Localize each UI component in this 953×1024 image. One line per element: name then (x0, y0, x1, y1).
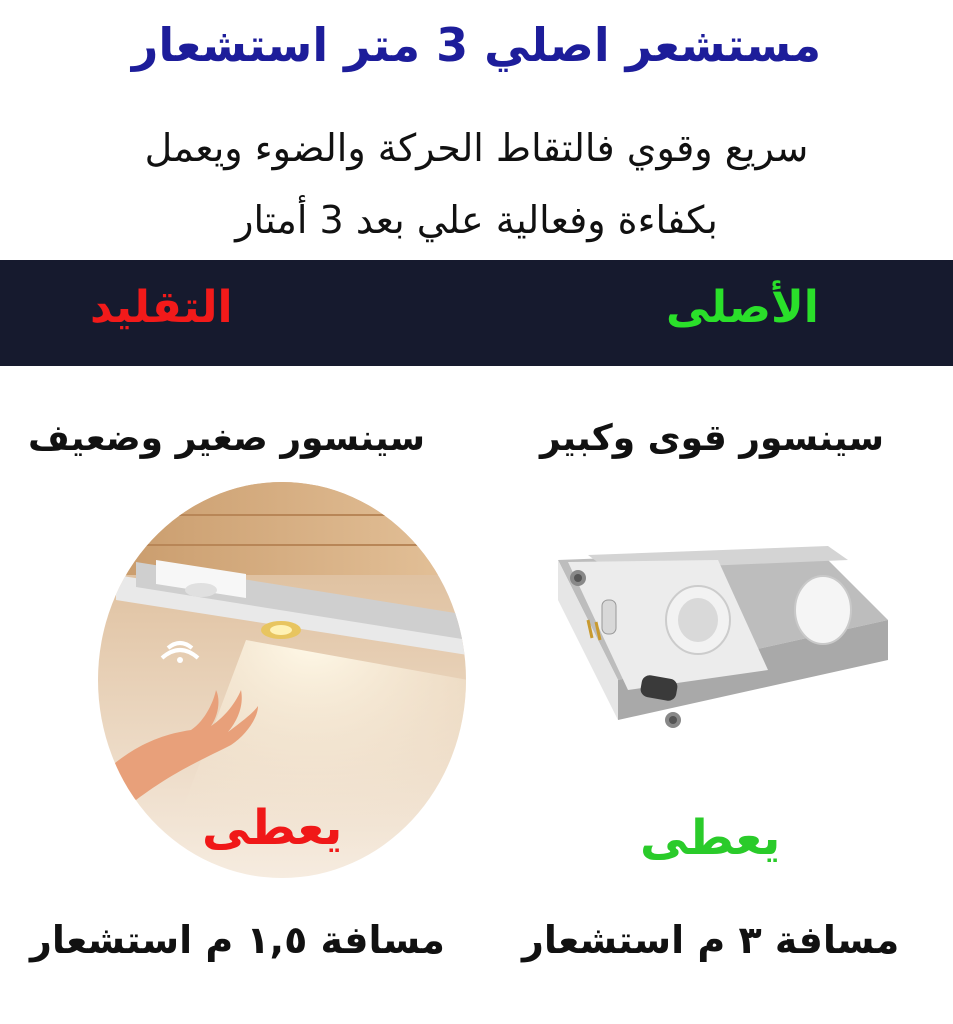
subtitle-line-1: سريع وقوي فالتقاط الحركة والضوء ويعمل (144, 126, 809, 170)
imitation-sensor-heading: سينسور صغير وضعيف (28, 418, 426, 459)
page-title: مستشعر اصلي 3 متر استشعار (131, 18, 822, 72)
original-gives-label: يعطى (640, 810, 781, 866)
original-sensor-heading: سينسور قوى وكبير (540, 418, 885, 459)
original-sensor-photo (548, 520, 900, 750)
comparison-banner (0, 260, 953, 366)
original-distance: مسافة ٣ م استشعار (522, 918, 900, 962)
imitation-label: التقليد (90, 282, 233, 333)
page-subtitle (0, 112, 953, 256)
imitation-distance: مسافة ١,٥ م استشعار (30, 918, 445, 962)
imitation-gives-label: يعطى (202, 800, 343, 856)
subtitle-line-2: بكفاءة وفعالية علي بعد 3 أمتار (235, 198, 718, 242)
original-label: الأصلى (666, 282, 819, 333)
